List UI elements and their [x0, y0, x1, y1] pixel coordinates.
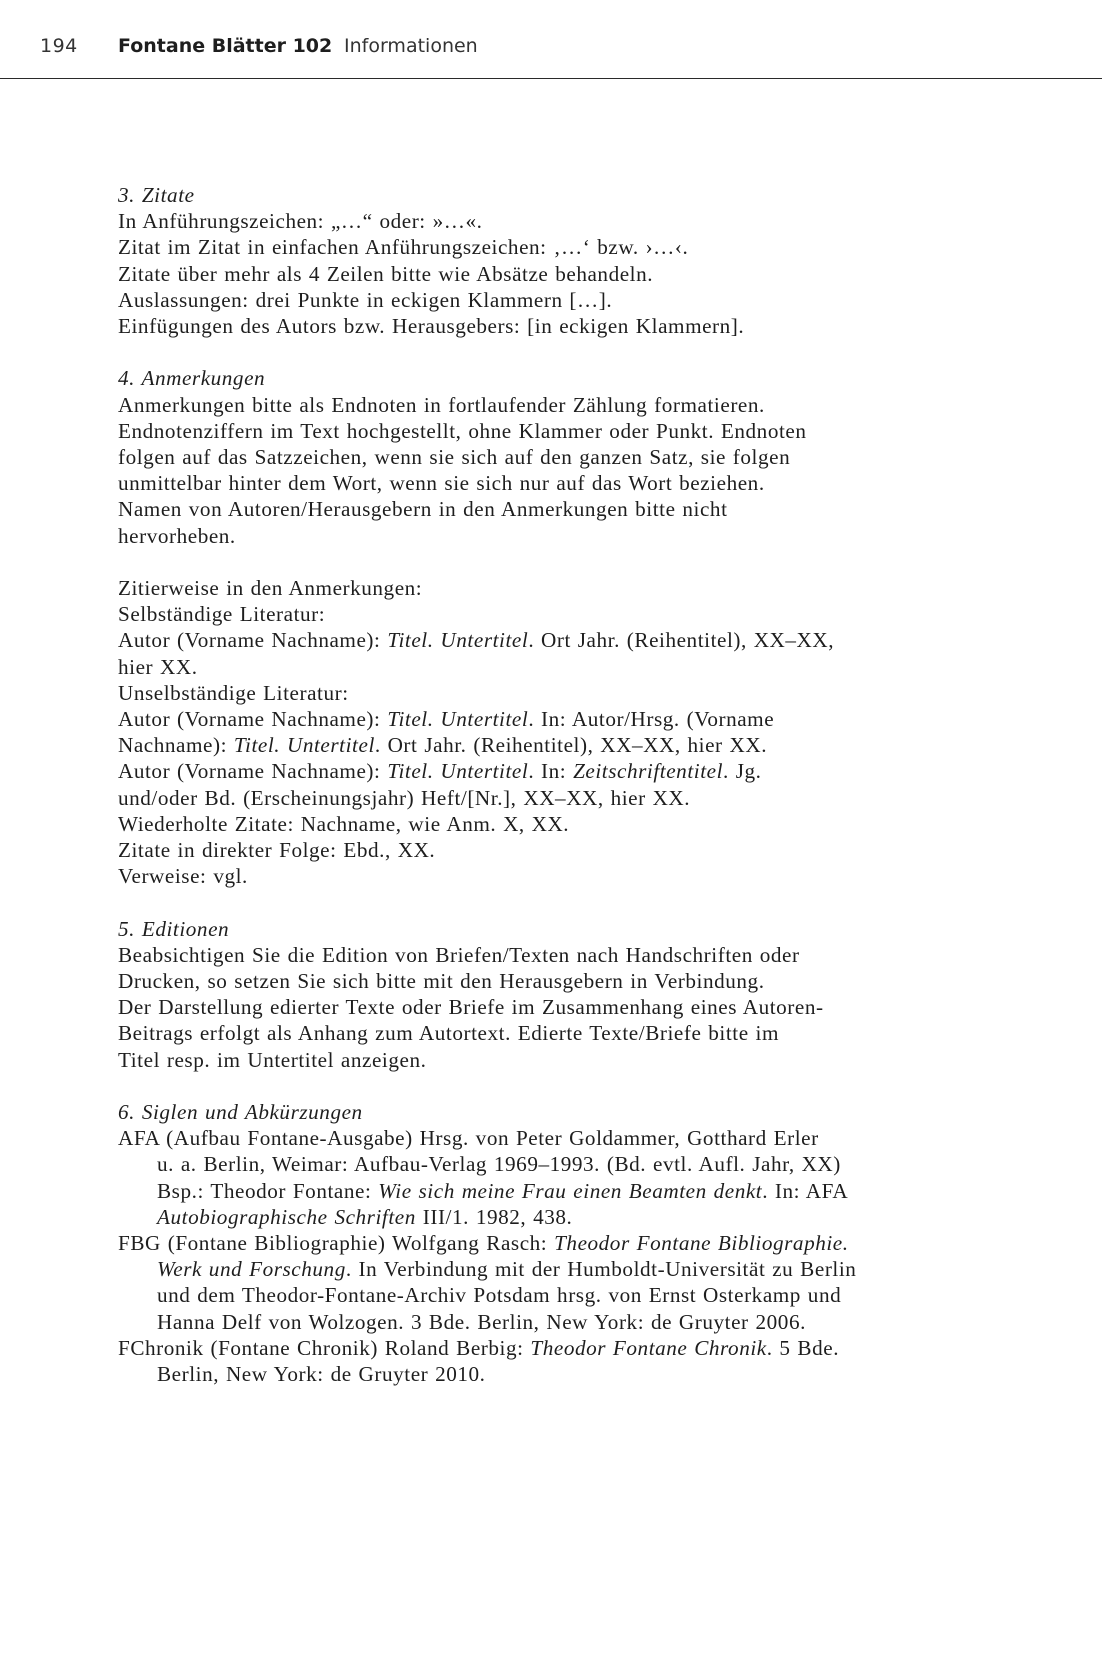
text-line: hier XX.	[118, 654, 198, 679]
text-line: In Anführungszeichen: „…“ oder: »…«.	[118, 209, 483, 234]
text-line: Beitrags erfolgt als Anhang zum Autortext. Edierte Texte/Briefe bitte im	[118, 1021, 779, 1046]
citation-example-line: Nachname): Titel. Untertitel. Ort Jahr. (Reihentitel), XX–XX, hier XX.	[118, 733, 768, 758]
text-line: Namen von Autoren/Herausgebern in den Anmerkungen bitte nicht	[118, 497, 728, 522]
text-line: Unselbständige Literatur:	[118, 680, 349, 705]
sigle-entry-fchronik: FChronik (Fontane Chronik) Roland Berbig: Theodor Fontane Chronik. 5 Bde.	[118, 1335, 840, 1360]
text-line: u. a. Berlin, Weimar: Aufbau-Verlag 1969–1993. (Bd. evtl. Aufl. Jahr, XX)	[157, 1152, 841, 1177]
sigle-entry-afa: AFA (Aufbau Fontane-Ausgabe) Hrsg. von Peter Goldammer, Gotthard Erler	[118, 1126, 819, 1151]
text-line: Verweise: vgl.	[118, 864, 248, 889]
journal-title: Fontane Blätter 102	[118, 35, 333, 57]
section-heading-anmerkungen: 4. Anmerkungen	[118, 366, 266, 391]
page-body	[118, 182, 998, 1387]
running-header	[0, 0, 1102, 79]
text-line: und dem Theodor-Fontane-Archiv Potsdam hrsg. von Ernst Osterkamp und	[157, 1283, 842, 1308]
page-number: 194	[40, 35, 78, 57]
citation-example-line: Autor (Vorname Nachname): Titel. Untertitel. Ort Jahr. (Reihentitel), XX–XX,	[118, 628, 835, 653]
text-line: Werk und Forschung. In Verbindung mit der Humboldt-Universität zu Berlin	[157, 1257, 857, 1282]
text-line: Zitate über mehr als 4 Zeilen bitte wie Absätze behandeln.	[118, 261, 654, 286]
text-line: Beabsichtigen Sie die Edition von Briefen/Texten nach Handschriften oder	[118, 942, 800, 967]
text-line: folgen auf das Satzzeichen, wenn sie sich auf den ganzen Satz, sie folgen	[118, 445, 791, 470]
text-line: Titel resp. im Untertitel anzeigen.	[118, 1047, 427, 1072]
text-line: Der Darstellung edierter Texte oder Briefe im Zusammenhang eines Autoren-	[118, 995, 824, 1020]
text-line: Endnotenziffern im Text hochgestellt, ohne Klammer oder Punkt. Endnoten	[118, 418, 807, 443]
section-title: Informationen	[344, 35, 478, 57]
text-line: Selbständige Literatur:	[118, 602, 326, 627]
text-line: Wiederholte Zitate: Nachname, wie Anm. X, XX.	[118, 811, 570, 836]
sigle-entry-fbg: FBG (Fontane Bibliographie) Wolfgang Rasch: Theodor Fontane Bibliographie.	[118, 1231, 849, 1256]
section-heading-siglen: 6. Siglen und Abkürzungen	[118, 1100, 363, 1125]
text-line: Zitate in direkter Folge: Ebd., XX.	[118, 838, 436, 863]
citation-example-line: Autobiographische Schriften III/1. 1982, 438.	[157, 1204, 573, 1229]
text-line: Einfügungen des Autors bzw. Herausgebers: [in eckigen Klammern].	[118, 314, 745, 339]
text-line: Anmerkungen bitte als Endnoten in fortlaufender Zählung formatieren.	[118, 392, 765, 417]
section-heading-zitate: 3. Zitate	[118, 183, 195, 207]
text-line: unmittelbar hinter dem Wort, wenn sie sich nur auf das Wort beziehen.	[118, 471, 765, 496]
text-line: Hanna Delf von Wolzogen. 3 Bde. Berlin, New York: de Gruyter 2006.	[157, 1309, 806, 1334]
text-line: Auslassungen: drei Punkte in eckigen Klammern […].	[118, 287, 613, 312]
text-line: Berlin, New York: de Gruyter 2010.	[157, 1362, 486, 1387]
text-line: Zitat im Zitat in einfachen Anführungszeichen: ‚…‘ bzw. ›…‹.	[118, 235, 689, 260]
citation-example-line: Autor (Vorname Nachname): Titel. Untertitel. In: Autor/Hrsg. (Vorname	[118, 707, 775, 732]
text-line: Zitierweise in den Anmerkungen:	[118, 576, 423, 601]
citation-example-line: Bsp.: Theodor Fontane: Wie sich meine Frau einen Beamten denkt. In: AFA	[157, 1178, 849, 1203]
text-line: hervorheben.	[118, 523, 236, 548]
text-line: und/oder Bd. (Erscheinungsjahr) Heft/[Nr.], XX–XX, hier XX.	[118, 785, 691, 810]
text-line: Drucken, so setzen Sie sich bitte mit den Herausgebern in Verbindung.	[118, 969, 765, 994]
section-heading-editionen: 5. Editionen	[118, 916, 230, 941]
citation-example-line: Autor (Vorname Nachname): Titel. Untertitel. In: Zeitschriftentitel. Jg.	[118, 759, 762, 784]
